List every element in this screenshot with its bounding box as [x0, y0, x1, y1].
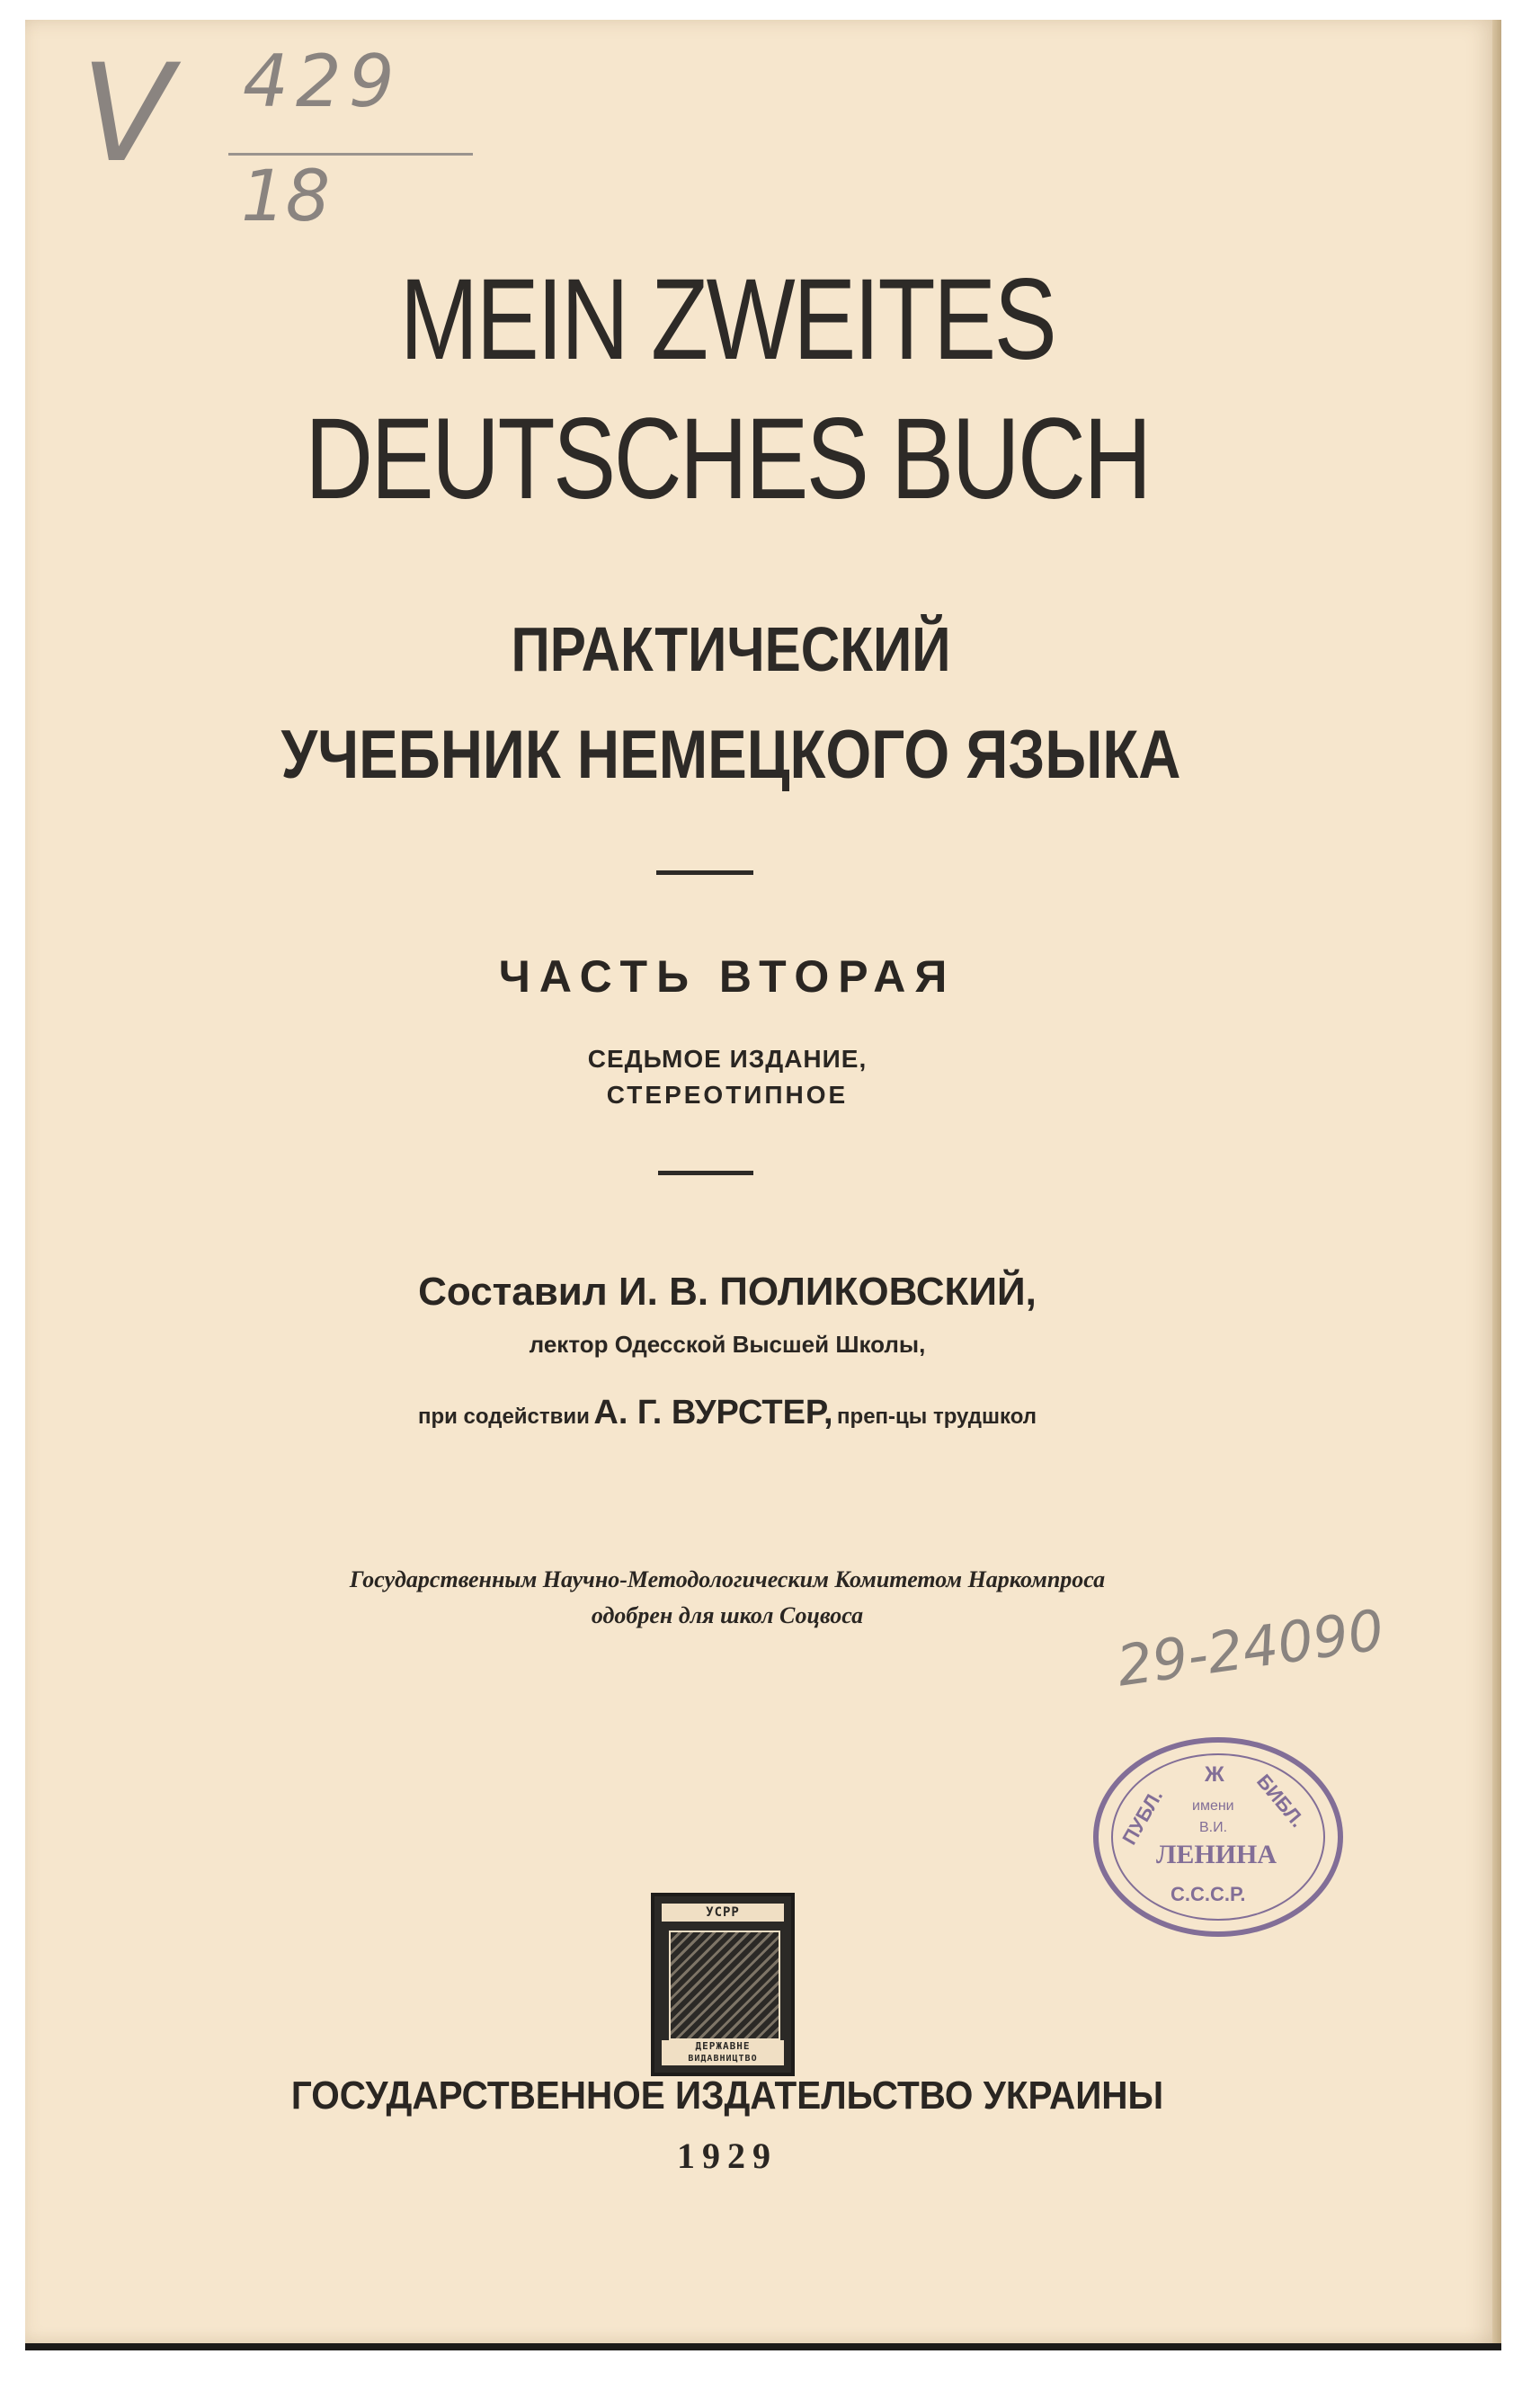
approval-line-1: Государственным Научно-Методологическим Комитетом Наркомпроса: [349, 1566, 1106, 1592]
stamp-text-center-mid: В.И.: [1199, 1820, 1228, 1835]
stamp-text-bottom: С.С.С.Р.: [1171, 1883, 1246, 1905]
assistant-name: А. Г. ВУРСТЕР,: [593, 1394, 833, 1431]
title-russian-line-2: УЧЕБНИК НЕМЕЦКОГО ЯЗЫКА: [280, 717, 1181, 793]
publication-year: 1929: [677, 2136, 778, 2176]
page-bottom-edge: [25, 2343, 1501, 2350]
publisher-name: ГОСУДАРСТВЕННОЕ ИЗДАТЕЛЬСТВО УКРАИНЫ: [290, 2073, 1164, 2118]
stamp-text-top-left: ПУБЛ.: [1117, 1785, 1168, 1849]
title-german-line-1: MEIN ZWEITES: [399, 255, 1055, 384]
handwritten-accession-number: 29-24090: [1112, 1596, 1388, 1699]
handwritten-shelfmark-letter: V: [81, 36, 174, 192]
edition-line-1: СЕДЬМОЕ ИЗДАНИЕ,: [587, 1045, 868, 1073]
page-spine-edge: [1492, 20, 1501, 2350]
title-russian-line-1: ПРАКТИЧЕСКИЙ: [511, 614, 951, 684]
stamp-text-center-name: ЛЕНИНА: [1156, 1840, 1277, 1869]
handwritten-shelfmark-sub: 18: [241, 156, 331, 237]
divider-rule-top: [656, 870, 753, 875]
emblem-figures-image: [669, 1931, 780, 2040]
assist-prefix: при содействии: [417, 1405, 590, 1429]
stamp-text-top-right: БИБЛ.: [1252, 1770, 1310, 1832]
title-german-line-2: DEUTSCHES BUCH: [305, 395, 1150, 523]
publisher-emblem: [651, 1893, 795, 2076]
part-label: ЧАСТЬ ВТОРАЯ: [498, 951, 957, 1002]
approval-line-2: одобрен для школ Соцвоса: [591, 1602, 864, 1628]
emblem-bottom-band-2: ВИДАВНИЦТВО: [662, 2053, 784, 2065]
handwritten-fraction-line: [228, 153, 473, 156]
compiled-prefix: Составил: [418, 1270, 608, 1314]
divider-rule-bottom: [658, 1171, 753, 1175]
assistant-line: [0, 1394, 1465, 1432]
compiler-line: [0, 1270, 1465, 1315]
title-page: [25, 20, 1501, 2350]
handwritten-shelfmark-number: 429: [243, 40, 402, 123]
stamp-text-center-top: имени: [1192, 1798, 1234, 1814]
compiler-name: И. В. ПОЛИКОВСКИЙ,: [619, 1270, 1037, 1314]
compiler-role: лектор Одесской Высшей Школы,: [529, 1331, 926, 1358]
library-stamp: [1093, 1737, 1343, 1937]
assistant-role: преп-цы трудшкол: [837, 1405, 1037, 1429]
stamp-text-top-mid: Ж: [1205, 1762, 1224, 1787]
edition-line-2: СТЕРЕОТИПНОЕ: [606, 1081, 849, 1109]
emblem-bottom-band-1: ДЕРЖАВНЕ: [662, 2040, 784, 2053]
emblem-top-band: УСРР: [662, 1904, 784, 1922]
